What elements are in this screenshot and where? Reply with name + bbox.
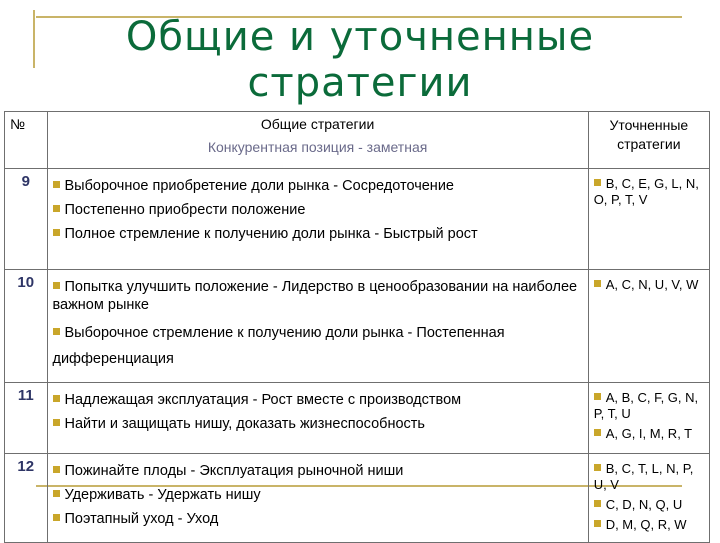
list-item: Найти и защищать нишу, доказать жизнеспособность [53,415,583,433]
refined-cell [588,383,709,454]
list-item: Пожинайте плоды - Эксплуатация рыночной ниши [53,462,583,480]
list-item: A, G, I, M, R, T [594,426,704,442]
header-general-subtitle: Конкурентная позиция - заметная [207,139,428,155]
header-number: № [5,112,48,169]
list-item: Поэтапный уход - Уход [53,510,583,528]
table-header-row [5,112,710,169]
bullet-icon [594,280,601,287]
list-item: D, M, Q, R, W [594,517,704,533]
bullet-icon [594,179,601,186]
list-item: Надлежащая эксплуатация - Рост вместе с производством [53,391,583,409]
bullet-icon [53,181,60,188]
table-row [5,270,710,383]
refined-cell [588,454,709,543]
general-cell [47,169,588,270]
bullet-icon [594,393,601,400]
list-item: B, C, T, L, N, P, U, V [593,461,694,492]
header-general [47,112,588,169]
list-item: B, C, E, G, L, N, O, P, T, V [593,176,699,207]
row-number: 12 [5,454,48,543]
bullet-icon [594,429,601,436]
bullet-icon [53,514,60,521]
list-item: Постепенно приобрести положение [53,201,583,219]
general-cell [47,383,588,454]
refined-cell [588,270,709,383]
list-item: Удерживать - Удержать нишу [53,486,583,504]
general-cell [47,270,588,383]
bullet-icon [53,419,60,426]
list-item: C, D, N, Q, U [594,497,704,513]
row-number: 11 [5,383,48,454]
bullet-icon [53,328,60,335]
list-item: Полное стремление к получению доли рынка - Быстрый рост [53,225,583,243]
bullet-icon [594,520,601,527]
row-number: 9 [5,169,48,270]
list-item: Попытка улучшить положение - Лидерство в ценообразовании на наиболее важном рынке [52,279,578,313]
bullet-icon [53,229,60,236]
list-item: Выборочное стремление к получению доли рынка - Постепенная дифференциация [52,325,505,367]
table-row [5,383,710,454]
table-row [5,169,710,270]
refined-cell [588,169,709,270]
bullet-icon [53,490,60,497]
decorative-left-line [33,10,35,68]
bullet-icon [53,205,60,212]
header-general-label: Общие стратегии [260,116,375,132]
header-refined: Уточненные стратегии [588,112,709,169]
general-cell [47,454,588,543]
bullet-icon [53,395,60,402]
bullet-icon [53,466,60,473]
table-row [5,454,710,543]
list-item: A, B, C, F, G, N, P, T, U [593,390,699,421]
slide-title: Общие и уточненные стратегии [125,14,595,106]
list-item: A, C, N, U, V, W [594,277,704,293]
bullet-icon [594,464,601,471]
bullet-icon [53,282,60,289]
list-item: Выборочное приобретение доли рынка - Сосредоточение [53,177,583,195]
row-number: 10 [5,270,48,383]
strategy-table [4,111,710,543]
bullet-icon [594,500,601,507]
